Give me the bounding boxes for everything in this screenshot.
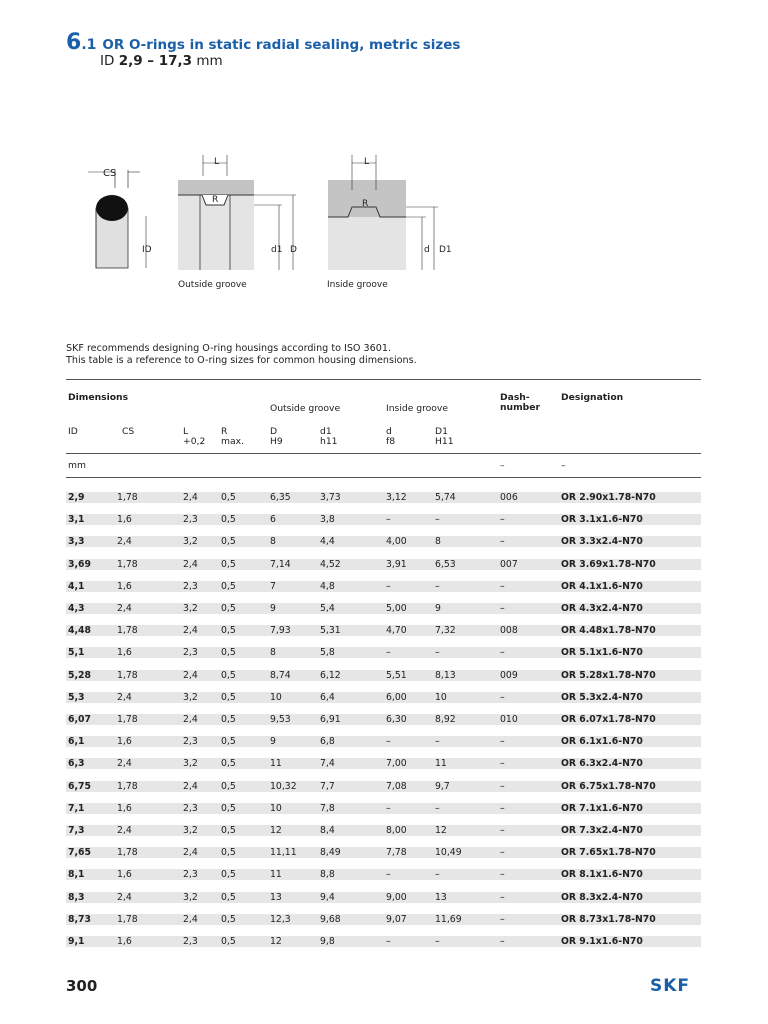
table-row bbox=[66, 847, 701, 858]
table-row bbox=[66, 647, 701, 658]
cell-l: 2,4 bbox=[183, 558, 198, 570]
cell-l: 2,3 bbox=[183, 647, 198, 659]
cell-r: 0,5 bbox=[221, 514, 236, 526]
cell-cs: 2,4 bbox=[117, 691, 132, 703]
unit-dash-2: – bbox=[561, 460, 566, 471]
cell-dash: – bbox=[500, 736, 505, 748]
cell-des: OR 3.1x1.6-N70 bbox=[561, 514, 643, 526]
cell-l: 2,4 bbox=[183, 847, 198, 859]
col-id: ID bbox=[68, 426, 78, 437]
cell-dash: – bbox=[500, 580, 505, 592]
cell-cs: 1,6 bbox=[117, 736, 132, 748]
unit-dash-1: – bbox=[500, 460, 505, 471]
cell-dash: 010 bbox=[500, 714, 518, 725]
cell-d: 3,91 bbox=[386, 558, 407, 570]
cell-d: 13 bbox=[270, 891, 282, 903]
cell-id: 8,1 bbox=[68, 869, 85, 881]
cell-d: 7,78 bbox=[386, 847, 407, 859]
cell-cs: 2,4 bbox=[117, 758, 132, 770]
cell-d1: 5,74 bbox=[435, 492, 456, 503]
cell-l: 2,4 bbox=[183, 492, 198, 503]
cell-des: OR 7.3x2.4-N70 bbox=[561, 825, 643, 836]
cell-d1: 4,52 bbox=[320, 558, 341, 570]
cell-r: 0,5 bbox=[221, 758, 236, 770]
cell-des: OR 6.3x2.4-N70 bbox=[561, 758, 643, 770]
cell-id: 6,75 bbox=[68, 780, 91, 792]
cell-des: OR 7.65x1.78-N70 bbox=[561, 847, 656, 859]
cell-l: 2,4 bbox=[183, 625, 198, 637]
cell-r: 0,5 bbox=[221, 847, 236, 859]
cell-d1: 8,8 bbox=[320, 869, 335, 881]
header-outside-groove: Outside groove bbox=[270, 403, 341, 414]
cell-des: OR 4.3x2.4-N70 bbox=[561, 603, 643, 614]
cell-l: 3,2 bbox=[183, 603, 198, 614]
cell-l: 2,3 bbox=[183, 514, 198, 526]
outside-groove-caption: Outside groove bbox=[178, 280, 247, 290]
cell-id: 6,1 bbox=[68, 736, 85, 748]
cell-d1: 5,4 bbox=[320, 603, 335, 614]
id-prefix: ID bbox=[100, 53, 115, 69]
page-number: 300 bbox=[66, 977, 98, 995]
cell-dash: – bbox=[500, 869, 505, 881]
cell-des: OR 8.3x2.4-N70 bbox=[561, 891, 643, 903]
cell-d: 8,00 bbox=[386, 825, 407, 836]
cell-l: 3,2 bbox=[183, 536, 198, 548]
cell-cs: 1,78 bbox=[117, 625, 138, 637]
cell-d: 8 bbox=[270, 647, 276, 659]
cell-id: 3,3 bbox=[68, 536, 85, 548]
cell-d: 8,74 bbox=[270, 669, 291, 681]
cell-cs: 1,78 bbox=[117, 558, 138, 570]
cell-id: 3,69 bbox=[68, 558, 91, 570]
cell-r: 0,5 bbox=[221, 580, 236, 592]
cell-r: 0,5 bbox=[221, 558, 236, 570]
big-d-label: D bbox=[290, 245, 297, 255]
unit-label: mm bbox=[68, 460, 86, 471]
cell-d1: – bbox=[435, 647, 440, 659]
cell-d: 10 bbox=[270, 691, 282, 703]
cell-dash: – bbox=[500, 780, 505, 792]
cell-r: 0,5 bbox=[221, 603, 236, 614]
cell-d1: – bbox=[435, 514, 440, 526]
col-cs: CS bbox=[122, 426, 135, 437]
table-row bbox=[66, 781, 701, 792]
cell-d: – bbox=[386, 580, 391, 592]
id-unit: mm bbox=[196, 53, 223, 69]
table-row bbox=[66, 536, 701, 547]
cell-id: 8,3 bbox=[68, 891, 85, 903]
cell-des: OR 4.1x1.6-N70 bbox=[561, 580, 643, 592]
section-number: 6 bbox=[66, 30, 82, 55]
cell-des: OR 5.28x1.78-N70 bbox=[561, 669, 656, 681]
id-range: 2,9 – 17,3 bbox=[118, 53, 193, 69]
svg-text:SKF: SKF bbox=[650, 976, 691, 996]
cell-l: 2,3 bbox=[183, 802, 198, 814]
cell-r: 0,5 bbox=[221, 647, 236, 659]
cell-r: 0,5 bbox=[221, 869, 236, 881]
cell-d: 12 bbox=[270, 825, 282, 836]
cell-id: 2,9 bbox=[68, 492, 85, 503]
cell-r: 0,5 bbox=[221, 736, 236, 748]
section-title bbox=[66, 30, 460, 55]
cell-cs: 1,6 bbox=[117, 869, 132, 881]
cell-d1: 8,92 bbox=[435, 714, 456, 725]
cell-l: 2,4 bbox=[183, 714, 198, 725]
cell-d: 11,11 bbox=[270, 847, 297, 859]
cell-d1: 7,4 bbox=[320, 758, 335, 770]
cell-dash: – bbox=[500, 891, 505, 903]
cell-id: 5,3 bbox=[68, 691, 85, 703]
cell-r: 0,5 bbox=[221, 669, 236, 681]
cell-d: 7,93 bbox=[270, 625, 291, 637]
cell-dash: 008 bbox=[500, 625, 518, 637]
header-divider bbox=[66, 453, 701, 454]
skf-logo-mark bbox=[650, 974, 702, 996]
table-row bbox=[66, 936, 701, 947]
cell-d1: 9 bbox=[435, 603, 441, 614]
cell-d: 9 bbox=[270, 736, 276, 748]
cell-d1: – bbox=[435, 580, 440, 592]
cell-r: 0,5 bbox=[221, 936, 236, 947]
cell-l: 2,4 bbox=[183, 669, 198, 681]
cell-cs: 1,78 bbox=[117, 669, 138, 681]
cell-d1: 5,8 bbox=[320, 647, 335, 659]
cell-des: OR 3.69x1.78-N70 bbox=[561, 558, 656, 570]
inside-groove-drawing bbox=[328, 155, 438, 270]
table-row bbox=[66, 559, 701, 570]
cell-d: 6,35 bbox=[270, 492, 291, 503]
cell-des: OR 8.73x1.78-N70 bbox=[561, 913, 656, 925]
header-dash-number: Dash- number bbox=[500, 392, 540, 413]
cell-d: 4,00 bbox=[386, 536, 407, 548]
cell-d: – bbox=[386, 736, 391, 748]
table-row bbox=[66, 803, 701, 814]
cell-id: 7,65 bbox=[68, 847, 91, 859]
col-r: R max. bbox=[221, 426, 244, 447]
cell-cs: 1,78 bbox=[117, 714, 138, 725]
cell-d: 11 bbox=[270, 869, 282, 881]
d1-label: d1 bbox=[271, 245, 283, 255]
cell-d1: 9,4 bbox=[320, 891, 335, 903]
cell-d1: 10,49 bbox=[435, 847, 462, 859]
cell-l: 3,2 bbox=[183, 691, 198, 703]
cell-des: OR 6.75x1.78-N70 bbox=[561, 780, 656, 792]
table-row bbox=[66, 492, 701, 503]
cell-id: 6,07 bbox=[68, 714, 91, 725]
l-label-outside: L bbox=[214, 157, 220, 167]
cell-id: 3,1 bbox=[68, 514, 85, 526]
cell-d: 9 bbox=[270, 603, 276, 614]
cell-r: 0,5 bbox=[221, 891, 236, 903]
cell-l: 2,4 bbox=[183, 780, 198, 792]
cell-l: 2,3 bbox=[183, 936, 198, 947]
col-l: L +0,2 bbox=[183, 426, 206, 447]
cell-cs: 1,78 bbox=[117, 780, 138, 792]
id-label: ID bbox=[142, 245, 152, 255]
cell-r: 0,5 bbox=[221, 802, 236, 814]
cell-r: 0,5 bbox=[221, 714, 236, 725]
cell-des: OR 8.1x1.6-N70 bbox=[561, 869, 643, 881]
cell-dash: – bbox=[500, 758, 505, 770]
cell-cs: 2,4 bbox=[117, 825, 132, 836]
cell-d1: 5,31 bbox=[320, 625, 341, 637]
table-row bbox=[66, 581, 701, 592]
small-d-label: d bbox=[424, 245, 430, 255]
cell-cs: 2,4 bbox=[117, 536, 132, 548]
cell-id: 7,1 bbox=[68, 802, 85, 814]
cell-dash: – bbox=[500, 514, 505, 526]
cell-d1: 11,69 bbox=[435, 913, 462, 925]
table-row bbox=[66, 670, 701, 681]
cell-id: 7,3 bbox=[68, 825, 85, 836]
cell-id: 5,1 bbox=[68, 647, 85, 659]
cell-id: 9,1 bbox=[68, 936, 85, 947]
cell-id: 6,3 bbox=[68, 758, 85, 770]
section-sub: .1 bbox=[81, 37, 97, 53]
cell-d: 11 bbox=[270, 758, 282, 770]
cell-d1: – bbox=[435, 736, 440, 748]
cell-des: OR 5.1x1.6-N70 bbox=[561, 647, 643, 659]
r-label-inside: R bbox=[362, 199, 369, 209]
table-row bbox=[66, 603, 701, 614]
cell-d1: 6,12 bbox=[320, 669, 341, 681]
cell-d: 7,00 bbox=[386, 758, 407, 770]
cell-l: 2,4 bbox=[183, 913, 198, 925]
r-label-outside: R bbox=[212, 195, 219, 205]
cell-cs: 1,78 bbox=[117, 847, 138, 859]
cell-d: 12,3 bbox=[270, 913, 291, 925]
cell-cs: 1,6 bbox=[117, 647, 132, 659]
cell-dash: – bbox=[500, 913, 505, 925]
col-d1: d1 h11 bbox=[320, 426, 338, 447]
cell-dash: 009 bbox=[500, 669, 518, 681]
cell-cs: 1,6 bbox=[117, 514, 132, 526]
cell-dash: – bbox=[500, 647, 505, 659]
cell-r: 0,5 bbox=[221, 492, 236, 503]
cell-cs: 1,78 bbox=[117, 913, 138, 925]
col-big-d1: D1 H11 bbox=[435, 426, 454, 447]
cell-id: 4,1 bbox=[68, 580, 85, 592]
cell-d: 7,08 bbox=[386, 780, 407, 792]
cell-des: OR 6.07x1.78-N70 bbox=[561, 714, 656, 725]
header-designation: Designation bbox=[561, 392, 624, 403]
groove-diagram bbox=[60, 150, 480, 295]
table-row bbox=[66, 914, 701, 925]
cell-d1: 4,8 bbox=[320, 580, 335, 592]
cell-d: 6,30 bbox=[386, 714, 407, 725]
cell-cs: 1,6 bbox=[117, 802, 132, 814]
cell-dash: – bbox=[500, 802, 505, 814]
cell-d: – bbox=[386, 647, 391, 659]
table-row bbox=[66, 625, 701, 636]
cell-d: – bbox=[386, 802, 391, 814]
cell-dash: – bbox=[500, 825, 505, 836]
l-label-inside: L bbox=[364, 157, 370, 167]
cell-d1: 6,53 bbox=[435, 558, 456, 570]
table-row bbox=[66, 892, 701, 903]
cell-l: 2,3 bbox=[183, 736, 198, 748]
cell-d: 8 bbox=[270, 536, 276, 548]
cell-d: 5,00 bbox=[386, 603, 407, 614]
skf-logo bbox=[650, 974, 702, 1000]
cell-des: OR 7.1x1.6-N70 bbox=[561, 802, 643, 814]
oring-section bbox=[88, 170, 146, 268]
cell-des: OR 3.3x2.4-N70 bbox=[561, 536, 643, 548]
cell-d1: 7,32 bbox=[435, 625, 456, 637]
cell-r: 0,5 bbox=[221, 691, 236, 703]
big-d1-label: D1 bbox=[439, 245, 452, 255]
cell-d1: 8,4 bbox=[320, 825, 335, 836]
cell-cs: 1,6 bbox=[117, 936, 132, 947]
cell-cs: 1,6 bbox=[117, 580, 132, 592]
cell-d: – bbox=[386, 514, 391, 526]
cell-d1: 9,8 bbox=[320, 936, 335, 947]
cell-r: 0,5 bbox=[221, 825, 236, 836]
cell-d: 6,00 bbox=[386, 691, 407, 703]
cell-d1: 6,91 bbox=[320, 714, 341, 725]
cell-d1: 3,73 bbox=[320, 492, 341, 503]
cell-d1: 9,7 bbox=[435, 780, 450, 792]
cell-d: – bbox=[386, 936, 391, 947]
cell-d1: 6,8 bbox=[320, 736, 335, 748]
cell-d1: 3,8 bbox=[320, 514, 335, 526]
table-top-rule bbox=[66, 379, 701, 380]
cell-cs: 2,4 bbox=[117, 891, 132, 903]
cell-d1: – bbox=[435, 936, 440, 947]
cell-des: OR 5.3x2.4-N70 bbox=[561, 691, 643, 703]
cell-l: 3,2 bbox=[183, 825, 198, 836]
id-range-line bbox=[100, 53, 223, 69]
cell-d1: 8,13 bbox=[435, 669, 456, 681]
table-row bbox=[66, 714, 701, 725]
cell-id: 4,48 bbox=[68, 625, 91, 637]
cell-dash: – bbox=[500, 847, 505, 859]
note-line-2: This table is a reference to O-ring sizes for common housing dimensions. bbox=[66, 355, 417, 366]
cell-des: OR 4.48x1.78-N70 bbox=[561, 625, 656, 637]
cell-d1: 10 bbox=[435, 691, 447, 703]
table-row bbox=[66, 514, 701, 525]
table-row bbox=[66, 692, 701, 703]
cell-id: 8,73 bbox=[68, 913, 91, 925]
cell-d1: 11 bbox=[435, 758, 447, 770]
cell-d1: 7,8 bbox=[320, 802, 335, 814]
cell-l: 2,3 bbox=[183, 869, 198, 881]
cell-d1: – bbox=[435, 802, 440, 814]
cell-cs: 2,4 bbox=[117, 603, 132, 614]
cell-des: OR 2.90x1.78-N70 bbox=[561, 492, 656, 503]
cell-r: 0,5 bbox=[221, 536, 236, 548]
cell-d: 9,00 bbox=[386, 891, 407, 903]
cell-dash: – bbox=[500, 691, 505, 703]
cell-d1: 13 bbox=[435, 891, 447, 903]
cell-cs: 1,78 bbox=[117, 492, 138, 503]
cell-d1: 6,4 bbox=[320, 691, 335, 703]
cell-d1: 8 bbox=[435, 536, 441, 548]
cell-d1: 9,68 bbox=[320, 913, 341, 925]
table-row bbox=[66, 736, 701, 747]
cell-l: 3,2 bbox=[183, 891, 198, 903]
cell-r: 0,5 bbox=[221, 625, 236, 637]
cs-label: CS bbox=[103, 168, 117, 179]
header-inside-groove: Inside groove bbox=[386, 403, 449, 414]
cell-des: OR 9.1x1.6-N70 bbox=[561, 936, 643, 947]
cell-dash: 006 bbox=[500, 492, 518, 503]
cell-r: 0,5 bbox=[221, 913, 236, 925]
cell-d: 3,12 bbox=[386, 492, 407, 503]
cell-dash: – bbox=[500, 603, 505, 614]
cell-d: 4,70 bbox=[386, 625, 407, 637]
header-dimensions: Dimensions bbox=[68, 392, 129, 403]
cell-dash: 007 bbox=[500, 558, 518, 570]
cell-d: 7,14 bbox=[270, 558, 291, 570]
cell-d: 10 bbox=[270, 802, 282, 814]
cell-d: 9,53 bbox=[270, 714, 291, 725]
cell-id: 4,3 bbox=[68, 603, 85, 614]
cell-d: 10,32 bbox=[270, 780, 297, 792]
cell-d1: 8,49 bbox=[320, 847, 341, 859]
inside-groove-caption: Inside groove bbox=[327, 280, 388, 290]
unit-divider bbox=[66, 477, 701, 478]
table-row bbox=[66, 869, 701, 880]
cell-dash: – bbox=[500, 936, 505, 947]
note-line-1: SKF recommends designing O-ring housings according to ISO 3601. bbox=[66, 343, 391, 354]
cell-d1: 12 bbox=[435, 825, 447, 836]
cell-d: – bbox=[386, 869, 391, 881]
table-row bbox=[66, 825, 701, 836]
cell-d1: 4,4 bbox=[320, 536, 335, 548]
cell-des: OR 6.1x1.6-N70 bbox=[561, 736, 643, 748]
cell-l: 3,2 bbox=[183, 758, 198, 770]
cell-d1: – bbox=[435, 869, 440, 881]
cell-d: 5,51 bbox=[386, 669, 407, 681]
cell-d1: 7,7 bbox=[320, 780, 335, 792]
cell-d: 6 bbox=[270, 514, 276, 526]
cell-d: 9,07 bbox=[386, 913, 407, 925]
page-title: OR O-rings in static radial sealing, metric sizes bbox=[102, 37, 461, 53]
cell-dash: – bbox=[500, 536, 505, 548]
cell-l: 2,3 bbox=[183, 580, 198, 592]
cell-r: 0,5 bbox=[221, 780, 236, 792]
col-big-d: D H9 bbox=[270, 426, 283, 447]
cell-d: 7 bbox=[270, 580, 276, 592]
cell-d: 12 bbox=[270, 936, 282, 947]
table-row bbox=[66, 758, 701, 769]
col-small-d: d f8 bbox=[386, 426, 396, 447]
cell-id: 5,28 bbox=[68, 669, 91, 681]
